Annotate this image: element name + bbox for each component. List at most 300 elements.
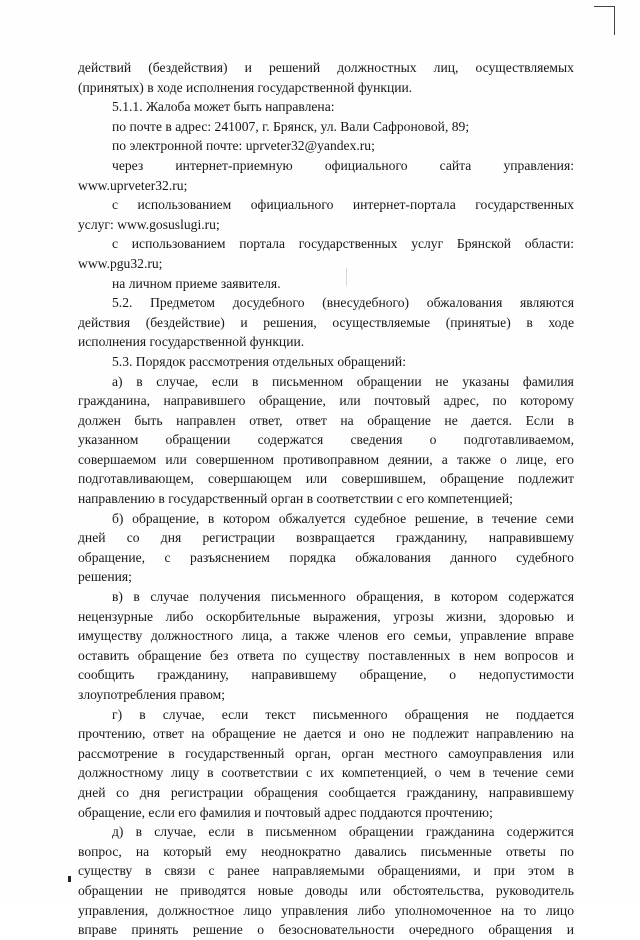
text-line xyxy=(78,391,574,411)
word: являются xyxy=(520,295,574,311)
word: дней xyxy=(78,784,106,800)
word: обращение, xyxy=(78,549,146,565)
word: при xyxy=(493,863,515,879)
word: должностного xyxy=(150,628,234,644)
word: обращение xyxy=(440,471,504,487)
word: должен xyxy=(78,412,121,428)
word: обращения, xyxy=(356,589,424,605)
text-line xyxy=(78,901,574,921)
word: управления, xyxy=(78,902,149,918)
word: быть xyxy=(134,412,163,428)
word: оставить xyxy=(78,647,130,663)
word: если xyxy=(208,824,235,840)
word: вопросов xyxy=(504,647,559,663)
word: неоднократно xyxy=(261,843,341,859)
word: лицо xyxy=(243,902,272,918)
word: ответа xyxy=(236,647,275,663)
word: судебное xyxy=(354,510,407,526)
word: получения xyxy=(199,589,261,605)
word: обращение xyxy=(212,726,276,742)
text-line xyxy=(78,626,574,646)
word: семи xyxy=(545,510,574,526)
text-line xyxy=(78,763,574,783)
word: без xyxy=(210,647,229,663)
word: на xyxy=(560,726,574,742)
word: письменного xyxy=(270,589,346,605)
word: подготавливающем, xyxy=(78,471,194,487)
word: подлежит xyxy=(517,471,574,487)
word: в xyxy=(168,745,175,761)
word: и xyxy=(244,60,252,75)
word: и xyxy=(566,647,574,663)
word: давались xyxy=(354,843,407,859)
word: подготавливаемом, xyxy=(463,432,574,448)
text-line: злоупотребления правом; xyxy=(78,687,226,702)
word: ранее xyxy=(227,863,260,879)
text-line xyxy=(78,783,574,803)
word: лиц, xyxy=(433,60,459,75)
text-line xyxy=(78,450,574,470)
text-line xyxy=(78,548,574,568)
word: деянии, xyxy=(388,451,433,467)
word: направляемыми xyxy=(272,863,365,879)
word: или xyxy=(359,882,382,898)
word: в xyxy=(207,765,214,781)
word: б) xyxy=(112,510,124,526)
word: направившему xyxy=(488,530,574,546)
word: в) xyxy=(112,589,123,605)
word: управление xyxy=(459,628,527,644)
word: гражданину, xyxy=(396,530,468,546)
word: имуществу xyxy=(78,628,143,644)
word: угрозы xyxy=(393,608,434,624)
word: фамилия xyxy=(522,373,574,389)
word: не xyxy=(283,726,297,742)
word: области: xyxy=(524,236,574,252)
word: обращение, xyxy=(359,667,427,683)
word: нецензурные xyxy=(78,608,154,624)
text-line xyxy=(78,842,574,862)
text-line: 5.3. Порядок рассмотрения отдельных обращений: xyxy=(112,353,406,369)
word: в xyxy=(476,510,484,526)
word: официального xyxy=(324,157,408,173)
word: по xyxy=(492,393,507,409)
word: нем xyxy=(473,647,496,663)
word: гражданину, xyxy=(157,667,229,683)
word: в xyxy=(433,589,441,605)
text-line: по почте в адрес: 241007, г. Брянск, ул. Вали Сафроновой, 89; xyxy=(112,118,470,134)
word: и xyxy=(566,608,574,624)
word: обращение, xyxy=(132,510,200,526)
word: орган, xyxy=(295,745,331,761)
word: сведения xyxy=(350,432,403,448)
word: а xyxy=(441,451,448,467)
word: осуществляемых xyxy=(475,60,574,75)
word: в xyxy=(251,373,259,389)
word: обращения xyxy=(404,706,469,722)
word: дней xyxy=(78,530,106,546)
word: письменном xyxy=(265,824,337,840)
word: государственных xyxy=(298,236,398,252)
word: д) xyxy=(112,824,124,840)
word: который xyxy=(163,843,212,859)
word: котором xyxy=(450,589,498,605)
word: портала xyxy=(239,236,285,252)
word: действий xyxy=(78,60,132,75)
word: ответы xyxy=(505,843,546,859)
word: его xyxy=(386,628,405,644)
word: не xyxy=(485,706,499,722)
word: приводятся xyxy=(180,882,246,898)
word: лица, xyxy=(241,628,273,644)
word: жизни, xyxy=(446,608,487,624)
word: управления xyxy=(281,902,348,918)
word: (принятые) xyxy=(445,314,511,330)
word: прочтению, xyxy=(78,726,146,742)
word: и xyxy=(240,314,248,330)
text-line: направлению в государственный орган в соответствии с его компетенцией; xyxy=(78,491,513,507)
word: со xyxy=(116,784,130,800)
text-line xyxy=(78,509,574,529)
word: вправе xyxy=(534,628,574,644)
word: возвращается xyxy=(296,530,375,546)
word: если xyxy=(221,706,249,722)
word: о xyxy=(434,765,442,781)
word: с xyxy=(164,549,171,565)
word: если xyxy=(211,373,239,389)
word: в xyxy=(567,412,574,428)
word: содержатся xyxy=(257,432,324,448)
word: обжалуется xyxy=(278,510,346,526)
word: обстоятельства, xyxy=(393,882,484,898)
word: или xyxy=(165,451,187,467)
word: также xyxy=(456,451,491,467)
word: доводы xyxy=(305,882,348,898)
word: должностных xyxy=(337,60,417,75)
word: регистрации xyxy=(170,784,244,800)
word: самоуправления xyxy=(448,745,543,761)
word: обращение, xyxy=(258,393,326,409)
text-line xyxy=(78,861,574,881)
word: в xyxy=(139,706,146,722)
word: направившего xyxy=(163,393,246,409)
text-line xyxy=(78,313,574,333)
word: компетенцией, xyxy=(341,765,427,781)
word: государственных xyxy=(475,197,574,213)
text-line xyxy=(78,744,574,764)
word: порядка xyxy=(289,549,336,565)
word: сайта xyxy=(439,157,472,173)
word: обращении xyxy=(348,824,414,840)
word: о xyxy=(449,667,457,683)
word: использованием xyxy=(137,197,232,213)
word: в xyxy=(207,510,215,526)
word: с xyxy=(306,765,313,781)
text-line: 5.1.1. Жалоба может быть направлена: xyxy=(112,99,335,115)
word: лицу xyxy=(171,765,200,781)
text-line xyxy=(78,430,574,450)
text-line xyxy=(78,607,574,627)
word: письменного xyxy=(312,706,388,722)
text-line xyxy=(78,920,574,940)
word: которому xyxy=(520,393,574,409)
word: сообщить xyxy=(78,667,135,683)
word: орган xyxy=(341,745,374,761)
word: обжалования xyxy=(426,295,503,311)
word: обращения xyxy=(253,784,318,800)
word: направлению xyxy=(476,726,554,742)
word: обращении xyxy=(165,432,231,448)
word: дня xyxy=(160,530,182,546)
text-line xyxy=(78,528,574,548)
word: решение xyxy=(192,922,243,938)
word: решения, xyxy=(263,314,317,330)
word: ответ xyxy=(296,412,327,428)
word: дня xyxy=(139,784,161,800)
text-line: www.uprveter32.ru; xyxy=(78,177,188,193)
word: в xyxy=(246,824,254,840)
word: по xyxy=(282,647,297,663)
word: обжалования xyxy=(355,549,431,565)
text-line xyxy=(78,195,574,215)
word: его xyxy=(555,451,574,467)
word: здоровью xyxy=(498,608,555,624)
word: обращения xyxy=(488,922,553,938)
text-line xyxy=(78,705,574,725)
text-line xyxy=(78,58,574,78)
word: подлежит xyxy=(412,726,469,742)
word: их xyxy=(319,765,335,781)
word: г) xyxy=(112,706,123,722)
word: то xyxy=(523,902,537,918)
word: или xyxy=(305,471,328,487)
word: Брянской xyxy=(456,236,512,252)
text-line xyxy=(78,587,574,607)
text-line xyxy=(78,724,574,744)
text-line xyxy=(78,372,574,392)
word: содержатся xyxy=(508,589,574,605)
word: гражданина xyxy=(425,824,495,840)
word: уполномоченное xyxy=(394,902,492,918)
word: управления: xyxy=(503,157,574,173)
word: не xyxy=(154,882,169,898)
word: данного xyxy=(450,549,497,565)
text-line xyxy=(78,646,574,666)
word: в xyxy=(133,589,140,605)
word: в xyxy=(135,824,143,840)
word: или xyxy=(552,745,574,761)
word: случае, xyxy=(162,706,205,722)
word: поставленных xyxy=(368,647,451,663)
word: через xyxy=(112,157,144,173)
word: в xyxy=(458,647,466,663)
text-line xyxy=(78,469,574,489)
word: и xyxy=(566,922,574,938)
word: обращение xyxy=(137,647,202,663)
word: обращении xyxy=(78,882,143,898)
word: дается xyxy=(303,726,342,742)
text-line xyxy=(78,665,574,685)
word: направившему xyxy=(488,784,574,800)
word: обращении xyxy=(356,373,422,389)
word: Предметом xyxy=(150,295,215,311)
word: оно xyxy=(363,726,385,742)
word: либо xyxy=(357,902,386,918)
word: ходе xyxy=(548,314,574,330)
word: новые xyxy=(257,882,294,898)
word: противоправном xyxy=(283,451,380,467)
word: течение xyxy=(492,510,538,526)
word: (внесудебного) xyxy=(322,295,410,311)
word: рассмотрение xyxy=(78,745,158,761)
word: гражданина, xyxy=(78,393,151,409)
word: и xyxy=(473,863,481,879)
word: семьи, xyxy=(413,628,452,644)
word: использованием xyxy=(131,236,226,252)
scan-dot xyxy=(68,876,71,882)
word: на xyxy=(191,726,205,742)
word: судебного xyxy=(516,549,574,565)
word: лицо xyxy=(545,902,574,918)
word: в xyxy=(526,314,533,330)
word: лице, xyxy=(515,451,547,467)
word: разъяснением xyxy=(190,549,270,565)
word: должностное xyxy=(157,902,235,918)
word: адрес, xyxy=(443,393,480,409)
word: или xyxy=(339,393,361,409)
word: выражения, xyxy=(312,608,381,624)
word: направившему xyxy=(251,667,337,683)
word: случае xyxy=(150,589,189,605)
text-line: услуг: www.gosuslugi.ru; xyxy=(78,216,220,232)
text-line: обращение, если его фамилия и почтовый адрес поддаются прочтению; xyxy=(78,804,493,820)
word: совершившем, xyxy=(341,471,427,487)
word: должностному xyxy=(78,765,164,781)
text-line: на личном приеме заявителя. xyxy=(112,275,281,291)
word: на xyxy=(135,843,150,859)
word: в xyxy=(136,373,143,389)
word: ответ xyxy=(152,726,184,742)
text-line: решения; xyxy=(78,569,132,585)
word: также xyxy=(295,628,330,644)
word: ему xyxy=(225,843,247,859)
word: безосновательности xyxy=(278,922,395,938)
word: существу xyxy=(305,647,360,663)
word: содержится xyxy=(506,824,574,840)
word: обращение xyxy=(367,412,431,428)
word: обращениями, xyxy=(377,863,461,879)
word: действия xyxy=(78,314,131,330)
word: официального xyxy=(250,197,334,213)
word: либо xyxy=(165,608,194,624)
word: Если xyxy=(525,412,554,428)
word: принять xyxy=(131,922,179,938)
word: на xyxy=(340,412,354,428)
word: течение xyxy=(492,765,538,781)
word: государственный xyxy=(185,745,285,761)
word: этом xyxy=(527,863,555,879)
text-line xyxy=(78,411,574,431)
word: письменном xyxy=(272,373,344,389)
text-line: исполнения государственной функции. xyxy=(78,334,305,350)
word: чем xyxy=(449,765,471,781)
word: (бездействия) xyxy=(148,60,228,75)
word: в xyxy=(478,765,485,781)
word: оскорбительные xyxy=(205,608,301,624)
word: не xyxy=(444,412,458,428)
word: интернет-портала xyxy=(352,197,456,213)
word: и xyxy=(348,726,357,742)
word: вопрос, xyxy=(78,843,122,859)
word: в xyxy=(145,863,152,879)
word: о xyxy=(500,451,507,467)
word: случае, xyxy=(154,824,197,840)
word: ответ, xyxy=(249,412,283,428)
word: с xyxy=(112,236,119,252)
word: на xyxy=(500,902,515,918)
word: не xyxy=(435,373,449,389)
word: гражданину, xyxy=(406,784,479,800)
word: связи xyxy=(164,863,196,879)
word: по xyxy=(559,843,574,859)
word: (бездействие) xyxy=(145,314,225,330)
word: письменные xyxy=(420,843,492,859)
word: осуществляемые xyxy=(332,314,431,330)
text-line xyxy=(78,293,574,313)
word: услуг xyxy=(411,236,444,252)
word: руководитель xyxy=(495,882,574,898)
word: не xyxy=(391,726,406,742)
word: дается. xyxy=(471,412,513,428)
word: о xyxy=(257,922,264,938)
word: местного xyxy=(384,745,438,761)
word: соответствии xyxy=(221,765,299,781)
text-line xyxy=(78,156,574,176)
word: о xyxy=(429,432,437,448)
word: очередного xyxy=(408,922,474,938)
word: 5.2. xyxy=(112,295,133,311)
word: членов xyxy=(338,628,379,644)
text-line xyxy=(78,881,574,901)
text-line xyxy=(78,234,574,254)
word: указанном xyxy=(78,432,139,448)
word: решение, xyxy=(414,510,469,526)
word: поддается xyxy=(516,706,574,722)
word: сообщается xyxy=(328,784,396,800)
text-line: www.pgu32.ru; xyxy=(78,255,163,271)
word: семи xyxy=(545,765,574,781)
word: существу xyxy=(78,863,133,879)
word: вправе xyxy=(78,922,117,938)
word: недопустимости xyxy=(478,667,574,683)
word: с xyxy=(112,197,119,213)
word: совершаемом xyxy=(78,451,157,467)
page-corner-mark xyxy=(594,6,615,35)
word: указаны xyxy=(462,373,510,389)
word: текст xyxy=(265,706,296,722)
word: случае, xyxy=(156,373,199,389)
word: почтовый xyxy=(374,393,431,409)
word: совершенном xyxy=(195,451,275,467)
word: с xyxy=(208,863,215,879)
word: а) xyxy=(112,373,123,389)
word: в xyxy=(567,863,574,879)
text-line: (принятых) в ходе исполнения государственной функции. xyxy=(78,79,413,95)
text-line: по электронной почте: uprveter32@yandex.ru; xyxy=(112,138,375,154)
word: котором xyxy=(223,510,271,526)
word: решений xyxy=(269,60,321,75)
text-line xyxy=(78,822,574,842)
